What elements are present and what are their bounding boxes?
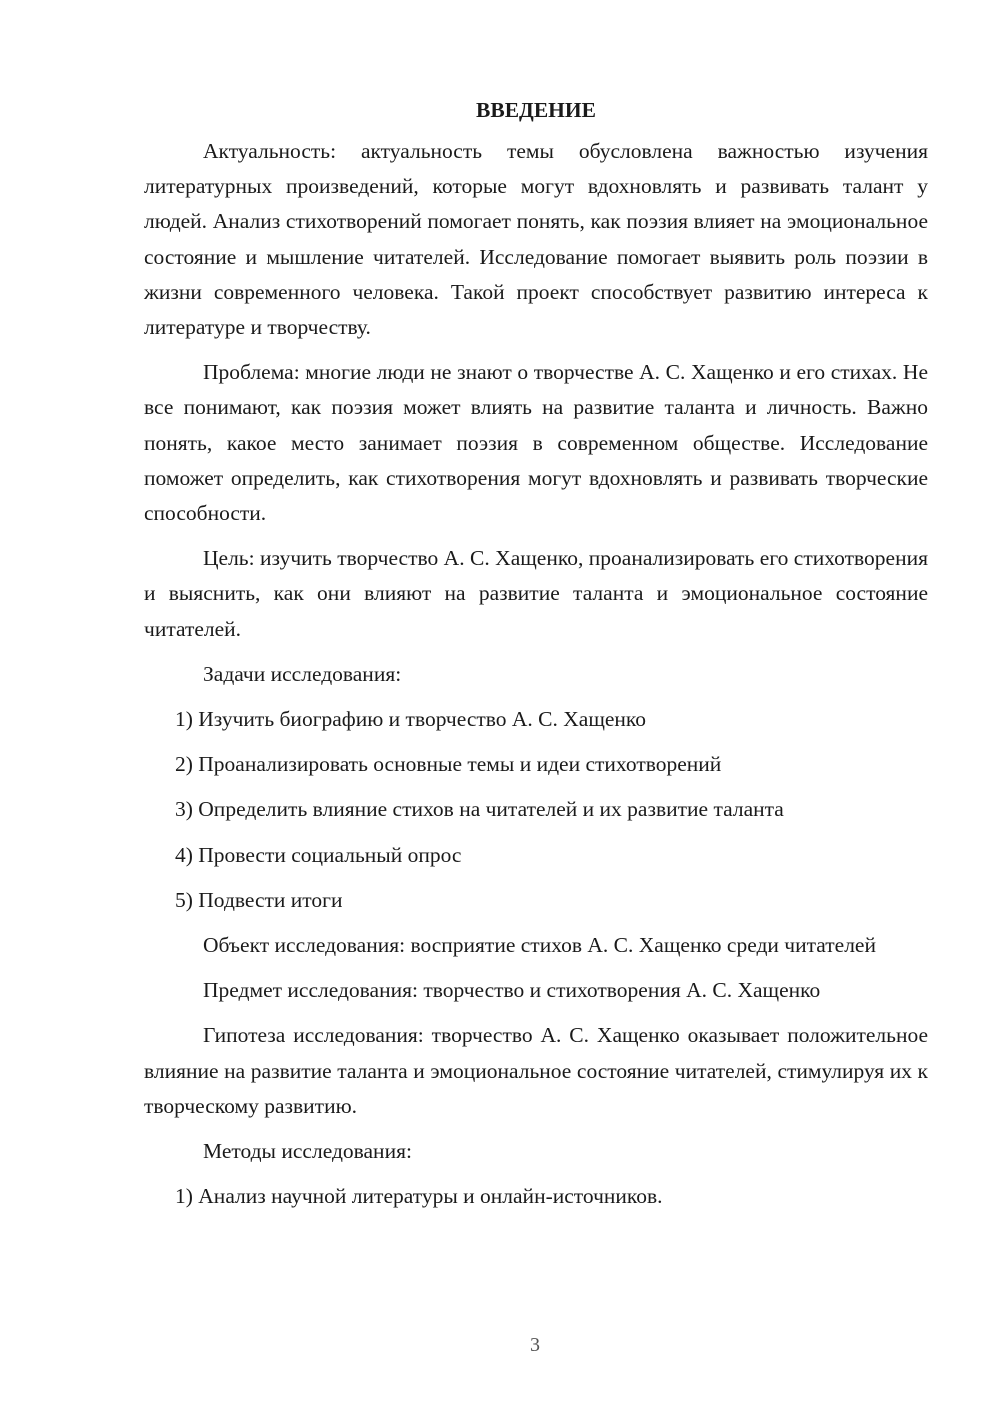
method-item: 1) Анализ научной литературы и онлайн-источников. (175, 1184, 663, 1209)
tasks-heading: Задачи исследования: (203, 661, 402, 686)
paragraph-subject: Предмет исследования: творчество и стихотворения А. С. Хащенко (203, 978, 821, 1003)
document-body (144, 93, 928, 1224)
task-item: 4) Провести социальный опрос (175, 842, 462, 867)
paragraph-goal: Цель: изучить творчество А. С. Хащенко, проанализировать его стихотворения и выяснить, как они влияют на развитие таланта и эмоциональное состояние читателей. (144, 546, 928, 641)
methods-heading: Методы исследования: (203, 1139, 412, 1164)
paragraph-object: Объект исследования: восприятие стихов А. С. Хащенко среди читателей (203, 933, 876, 958)
paragraph-hypothesis: Гипотеза исследования: творчество А. С. Хащенко оказывает положительное влияние на развитие таланта и эмоциональное состояние читателей, стимулируя их к творческому развитию. (144, 1023, 928, 1118)
page-title: ВВЕДЕНИЕ (476, 98, 596, 122)
task-item: 3) Определить влияние стихов на читателей и их развитие таланта (175, 797, 784, 822)
page-number: 3 (530, 1334, 540, 1356)
task-item: 1) Изучить биографию и творчество А. С. Хащенко (175, 707, 647, 732)
paragraph-problem: Проблема: многие люди не знают о творчестве А. С. Хащенко и его стихах. Не все понимают, как поэзия может влиять на развитие таланта и личность. Важно понять, какое место занимает поэзия в современном обществе. Исследование поможет определить, как стихотворения могут вдохновлять и развивать творческие способности. (144, 360, 928, 526)
task-item: 2) Проанализировать основные темы и идеи стихотворений (175, 752, 722, 777)
task-item: 5) Подвести итоги (175, 887, 343, 912)
paragraph-relevance: Актуальность: актуальность темы обусловлена важностью изучения литературных произведений, которые могут вдохновлять и развивать талант у людей. Анализ стихотворений помогает понять, как поэзия влияет на эмоциональное состояние и мышление читателей. Исследование помогает выявить роль поэзии в жизни современного человека. Такой проект способствует развитию интереса к литературе и творчеству. (144, 139, 928, 340)
